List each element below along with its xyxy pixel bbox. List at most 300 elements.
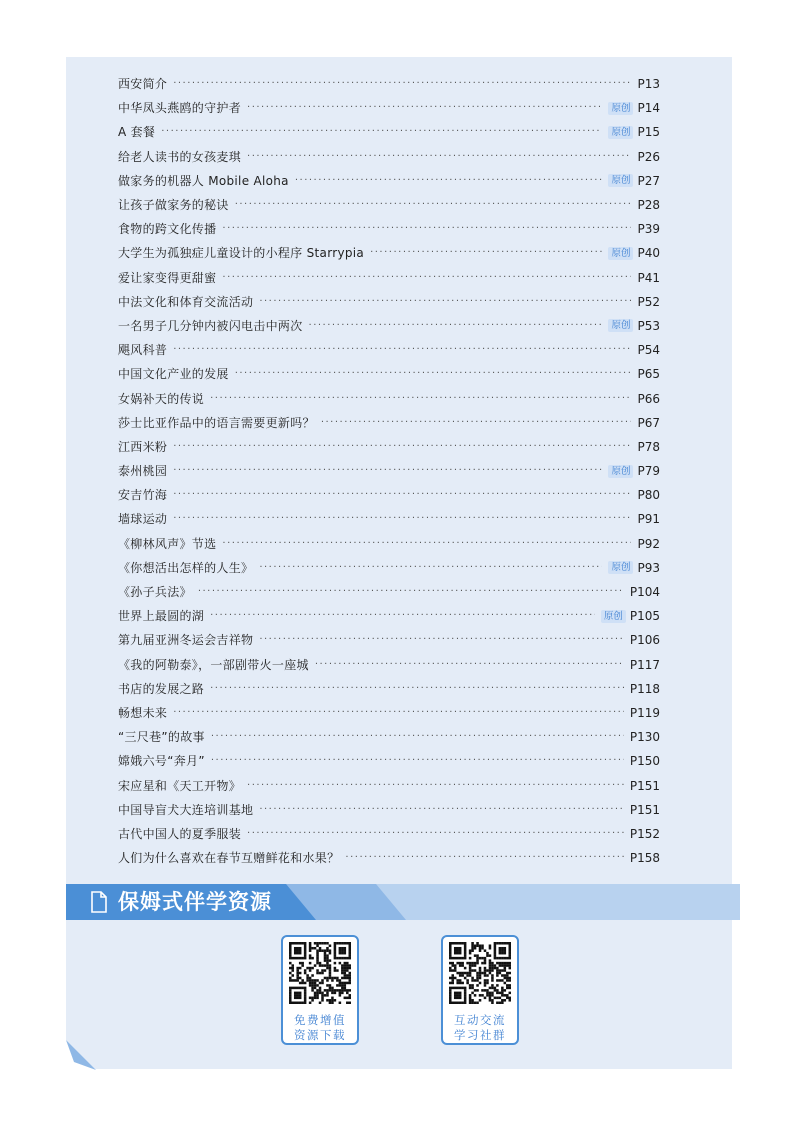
qr-module	[501, 999, 504, 1002]
toc-entry[interactable]	[118, 459, 660, 483]
toc-entry-title: 墙球运动	[118, 512, 168, 527]
qr-module	[311, 957, 314, 960]
qr-module	[474, 962, 477, 965]
qr-module	[349, 989, 351, 992]
qr-module	[329, 987, 332, 990]
qr-module	[304, 944, 307, 947]
toc-entry-page: P54	[637, 343, 660, 358]
qr-module	[449, 957, 452, 960]
qr-module	[476, 977, 479, 980]
qr-module	[456, 992, 459, 995]
qr-module	[344, 972, 347, 975]
toc-leader-dots	[247, 96, 602, 120]
qr-module	[494, 952, 497, 955]
qr-module	[319, 987, 322, 990]
toc-entry[interactable]	[118, 411, 660, 435]
qr-module	[291, 969, 294, 972]
qr-module	[314, 997, 317, 1000]
toc-entry[interactable]	[118, 773, 660, 797]
qr-module	[459, 994, 462, 997]
qr-module	[316, 942, 319, 945]
qr-card-download[interactable]	[281, 935, 359, 1045]
qr-module	[491, 967, 494, 970]
qr-module	[339, 942, 342, 945]
qr-module	[476, 954, 479, 957]
qr-module	[469, 987, 472, 990]
qr-module	[326, 964, 329, 967]
qr-module	[301, 942, 304, 945]
qr-module	[499, 969, 502, 972]
qr-module	[466, 982, 469, 985]
qr-module	[451, 974, 454, 977]
qr-module	[489, 944, 492, 947]
toc-entry[interactable]	[118, 266, 660, 290]
qr-module	[329, 944, 332, 947]
toc-entry[interactable]	[118, 725, 660, 749]
qr-module	[504, 962, 507, 965]
qr-module	[496, 974, 499, 977]
qr-module	[471, 1002, 474, 1004]
toc-entry-page: P92	[637, 536, 660, 551]
qr-module	[289, 952, 292, 955]
qr-module	[449, 977, 452, 980]
toc-entry[interactable]	[118, 435, 660, 459]
toc-entry-page: P91	[637, 512, 660, 527]
toc-entry-page: P151	[629, 778, 660, 793]
qr-module	[326, 949, 329, 952]
qr-module	[326, 994, 329, 997]
qr-module	[499, 952, 502, 955]
qr-module	[504, 999, 507, 1002]
qr-module	[491, 974, 494, 977]
qr-module	[504, 977, 507, 980]
qr-module	[449, 962, 452, 965]
qr-module	[479, 947, 482, 950]
original-badge: 原创	[608, 561, 633, 574]
toc-entry[interactable]	[118, 338, 660, 362]
qr-module	[486, 974, 489, 977]
qr-module	[341, 952, 344, 955]
qr-module	[321, 992, 324, 995]
qr-module	[341, 989, 344, 992]
qr-module	[326, 947, 329, 950]
toc-entry-title: 莎士比亚作品中的语言需要更新吗？	[118, 415, 315, 430]
qr-module	[316, 972, 319, 975]
qr-module	[464, 987, 467, 990]
qr-module	[471, 969, 474, 972]
qr-module	[506, 974, 509, 977]
toc-entry[interactable]	[118, 217, 660, 241]
qr-module	[491, 992, 494, 995]
qr-module	[449, 982, 452, 985]
qr-module	[346, 962, 349, 965]
qr-module	[491, 987, 494, 990]
qr-module	[484, 984, 487, 987]
qr-module	[299, 942, 302, 945]
qr-module	[506, 964, 509, 967]
qr-module	[321, 982, 324, 985]
qr-module	[349, 944, 351, 947]
qr-module	[304, 942, 307, 945]
qr-module	[481, 994, 484, 997]
qr-module	[311, 967, 314, 970]
toc-entry[interactable]	[118, 145, 660, 169]
qr-module	[316, 984, 319, 987]
qr-module	[449, 952, 452, 955]
qr-module	[469, 957, 472, 960]
qr-module	[326, 942, 329, 945]
toc-entry[interactable]	[118, 362, 660, 386]
qr-module	[329, 969, 332, 972]
qr-module	[466, 979, 469, 982]
qr-module	[471, 977, 474, 980]
qr-module	[509, 952, 511, 955]
qr-module	[326, 967, 329, 970]
qr-module	[296, 942, 299, 945]
qr-module	[451, 957, 454, 960]
qr-module	[311, 997, 314, 1000]
qr-module	[341, 969, 344, 972]
qr-module	[336, 942, 339, 945]
qr-module	[459, 952, 462, 955]
toc-leader-dots	[247, 145, 631, 169]
qr-module	[331, 979, 334, 982]
qr-module	[464, 947, 467, 950]
qr-module	[349, 974, 351, 977]
toc-entry-title: 西安简介	[118, 77, 168, 92]
qr-module	[341, 949, 344, 952]
qr-module	[499, 997, 502, 1000]
qr-module	[454, 967, 457, 970]
qr-card-community[interactable]	[441, 935, 519, 1045]
qr-module	[346, 977, 349, 980]
qr-module	[481, 947, 484, 950]
toc-entry[interactable]	[118, 120, 660, 144]
qr-module	[319, 962, 322, 965]
qr-module	[324, 952, 327, 955]
toc-entry[interactable]	[118, 798, 660, 822]
qr-module	[491, 1002, 494, 1004]
qr-module	[344, 967, 347, 970]
qr-module	[504, 947, 507, 950]
qr-module	[346, 942, 349, 945]
qr-module	[299, 972, 302, 975]
qr-module	[301, 962, 304, 965]
qr-module	[296, 977, 299, 980]
qr-module	[451, 987, 454, 990]
qr-module	[329, 977, 332, 980]
toc-entry[interactable]	[118, 701, 660, 725]
qr-module	[329, 999, 332, 1002]
qr-module	[509, 949, 511, 952]
qr-module	[329, 959, 332, 962]
qr-module	[496, 979, 499, 982]
qr-module	[296, 987, 299, 990]
qr-module	[336, 989, 339, 992]
qr-module	[304, 954, 307, 957]
qr-module	[334, 952, 337, 955]
toc-entry-page: P119	[629, 705, 660, 720]
qr-module	[491, 979, 494, 982]
toc-leader-dots	[222, 217, 631, 241]
qr-module	[449, 987, 452, 990]
qr-module	[496, 984, 499, 987]
qr-module	[304, 947, 307, 950]
qr-module	[341, 964, 344, 967]
qr-module	[349, 982, 351, 985]
toc-entry[interactable]	[118, 677, 660, 701]
qr-module	[321, 964, 324, 967]
qr-module	[491, 962, 494, 965]
qr-module	[316, 959, 319, 962]
toc-entry[interactable]	[118, 314, 660, 338]
qr-module	[489, 969, 492, 972]
qr-module	[489, 967, 492, 970]
toc-entry[interactable]	[118, 507, 660, 531]
toc-entry[interactable]	[118, 96, 660, 120]
qr-module	[326, 992, 329, 995]
qr-module	[349, 954, 351, 957]
toc-entry[interactable]	[118, 193, 660, 217]
qr-module	[341, 984, 344, 987]
qr-module	[464, 989, 467, 992]
qr-module	[299, 997, 302, 1000]
toc-entry-page: P66	[637, 391, 660, 406]
toc-entry[interactable]	[118, 483, 660, 507]
qr-module	[474, 979, 477, 982]
toc-entry[interactable]	[118, 846, 660, 870]
qr-module	[309, 944, 312, 947]
toc-entry-page: P67	[637, 415, 660, 430]
toc-entry-title: 书店的发展之路	[118, 681, 205, 696]
toc-entry-page: P79	[637, 464, 660, 479]
qr-module	[316, 962, 319, 965]
toc-leader-dots	[173, 72, 631, 96]
qr-module	[454, 942, 457, 945]
qr-module	[349, 952, 351, 955]
qr-module	[481, 989, 484, 992]
toc-entry[interactable]	[118, 628, 660, 652]
qr-module	[309, 954, 312, 957]
qr-module	[474, 964, 477, 967]
toc-entry[interactable]	[118, 653, 660, 677]
qr-module	[476, 944, 479, 947]
qr-module	[314, 994, 317, 997]
qr-module	[456, 982, 459, 985]
toc-leader-dots	[210, 387, 631, 411]
qr-module	[489, 992, 492, 995]
toc-entry-title: 人们为什么喜欢在春节互赠鲜花和水果？	[118, 851, 340, 866]
qr-module	[321, 994, 324, 997]
toc-entry[interactable]	[118, 580, 660, 604]
qr-module	[314, 987, 317, 990]
qr-module	[301, 957, 304, 960]
qr-module	[314, 984, 317, 987]
qr-module	[344, 997, 347, 1000]
qr-module	[484, 972, 487, 975]
qr-module	[334, 944, 337, 947]
qr-module	[469, 997, 472, 1000]
qr-module	[321, 942, 324, 945]
toc-leader-dots	[247, 822, 624, 846]
qr-module	[501, 947, 504, 950]
toc-entry-page: P53	[637, 318, 660, 333]
qr-module	[506, 942, 509, 945]
qr-module	[449, 967, 452, 970]
qr-module	[486, 992, 489, 995]
toc-entry-title: 《孙子兵法》	[118, 585, 192, 600]
qr-module	[486, 979, 489, 982]
qr-module	[304, 989, 307, 992]
qr-module	[496, 1002, 499, 1004]
qr-module	[471, 949, 474, 952]
qr-module	[481, 962, 484, 965]
toc-entry[interactable]	[118, 604, 660, 628]
qr-module	[296, 947, 299, 950]
qr-module	[346, 1002, 349, 1004]
qr-module	[461, 1002, 464, 1004]
qr-module	[289, 977, 292, 980]
qr-module	[321, 972, 324, 975]
qr-module	[461, 942, 464, 945]
toc-leader-dots	[247, 774, 624, 798]
qr-module	[339, 952, 342, 955]
qr-module	[456, 979, 459, 982]
toc-entry[interactable]	[118, 532, 660, 556]
original-badge: 原创	[608, 319, 633, 332]
qr-module	[454, 1002, 457, 1004]
qr-module	[341, 992, 344, 995]
toc-entry-page: P104	[629, 585, 660, 600]
toc-leader-dots	[222, 266, 631, 290]
qr-module	[304, 982, 307, 985]
qr-module	[311, 999, 314, 1002]
toc-entry-page: P26	[637, 149, 660, 164]
toc-entry[interactable]	[118, 290, 660, 314]
toc-entry-page: P93	[637, 560, 660, 575]
qr-module	[329, 1002, 332, 1004]
qr-module	[484, 989, 487, 992]
qr-module	[299, 949, 302, 952]
qr-module	[459, 964, 462, 967]
qr-module	[476, 962, 479, 965]
toc-entry[interactable]	[118, 556, 660, 580]
qr-module	[484, 979, 487, 982]
qr-module	[454, 992, 457, 995]
qr-module	[304, 952, 307, 955]
qr-module	[346, 957, 349, 960]
qr-module	[456, 947, 459, 950]
qr-module	[331, 987, 334, 990]
qr-module	[469, 972, 472, 975]
qr-module	[494, 954, 497, 957]
toc-entry[interactable]	[118, 822, 660, 846]
toc-leader-dots	[173, 483, 631, 507]
toc-entry-page: P158	[629, 851, 660, 866]
qr-module	[291, 987, 294, 990]
qr-module	[289, 989, 292, 992]
qr-module	[294, 997, 297, 1000]
qr-module	[459, 972, 462, 975]
qr-module	[476, 972, 479, 975]
qr-module	[309, 997, 312, 1000]
qr-module	[349, 979, 351, 982]
qr-module	[329, 984, 332, 987]
qr-module	[449, 997, 452, 1000]
toc-leader-dots	[210, 604, 595, 628]
toc-entry[interactable]	[118, 169, 660, 193]
qr-module	[454, 987, 457, 990]
qr-module	[324, 969, 327, 972]
qr-module	[496, 969, 499, 972]
qr-module	[451, 977, 454, 980]
qr-module	[304, 1002, 307, 1004]
qr-module	[499, 942, 502, 945]
qr-module	[329, 989, 332, 992]
toc-leader-dots	[295, 169, 603, 193]
toc-leader-dots	[173, 338, 631, 362]
qr-module	[451, 964, 454, 967]
qr-module	[299, 967, 302, 970]
qr-module	[349, 977, 351, 980]
qr-module	[464, 944, 467, 947]
qr-module	[306, 979, 309, 982]
qr-module	[331, 999, 334, 1002]
qr-module	[334, 942, 337, 945]
qr-module	[449, 969, 452, 972]
qr-module	[324, 957, 327, 960]
toc-entry[interactable]	[118, 749, 660, 773]
qr-module	[469, 952, 472, 955]
qr-module	[331, 977, 334, 980]
qr-module	[479, 982, 482, 985]
toc-entry[interactable]	[118, 241, 660, 265]
toc-entry-title: 女娲补天的传说	[118, 391, 205, 406]
qr-module	[469, 969, 472, 972]
qr-module	[449, 949, 452, 952]
qr-module	[501, 949, 504, 952]
toc-entry-title: 世界上最圆的湖	[118, 609, 205, 624]
qr-module	[464, 957, 467, 960]
qr-module	[456, 962, 459, 965]
qr-module	[346, 997, 349, 1000]
qr-module	[474, 989, 477, 992]
qr-module	[489, 954, 492, 957]
qr-module	[316, 994, 319, 997]
qr-module	[346, 974, 349, 977]
qr-module	[311, 974, 314, 977]
qr-module	[324, 964, 327, 967]
qr-module	[464, 942, 467, 945]
qr-module	[461, 972, 464, 975]
toc-entry-page: P15	[637, 125, 660, 140]
toc-entry[interactable]	[118, 386, 660, 410]
qr-module	[324, 942, 327, 945]
toc-leader-dots	[222, 532, 631, 556]
qr-module	[509, 984, 511, 987]
qr-code-icon	[449, 942, 511, 1004]
toc-entry[interactable]	[118, 72, 660, 96]
qr-module	[484, 959, 487, 962]
qr-module	[469, 964, 472, 967]
qr-module	[499, 947, 502, 950]
toc-entry-page: P105	[629, 609, 660, 624]
qr-module	[459, 949, 462, 952]
qr-module	[339, 962, 342, 965]
qr-module	[479, 999, 482, 1002]
qr-module	[326, 979, 329, 982]
qr-module	[496, 967, 499, 970]
